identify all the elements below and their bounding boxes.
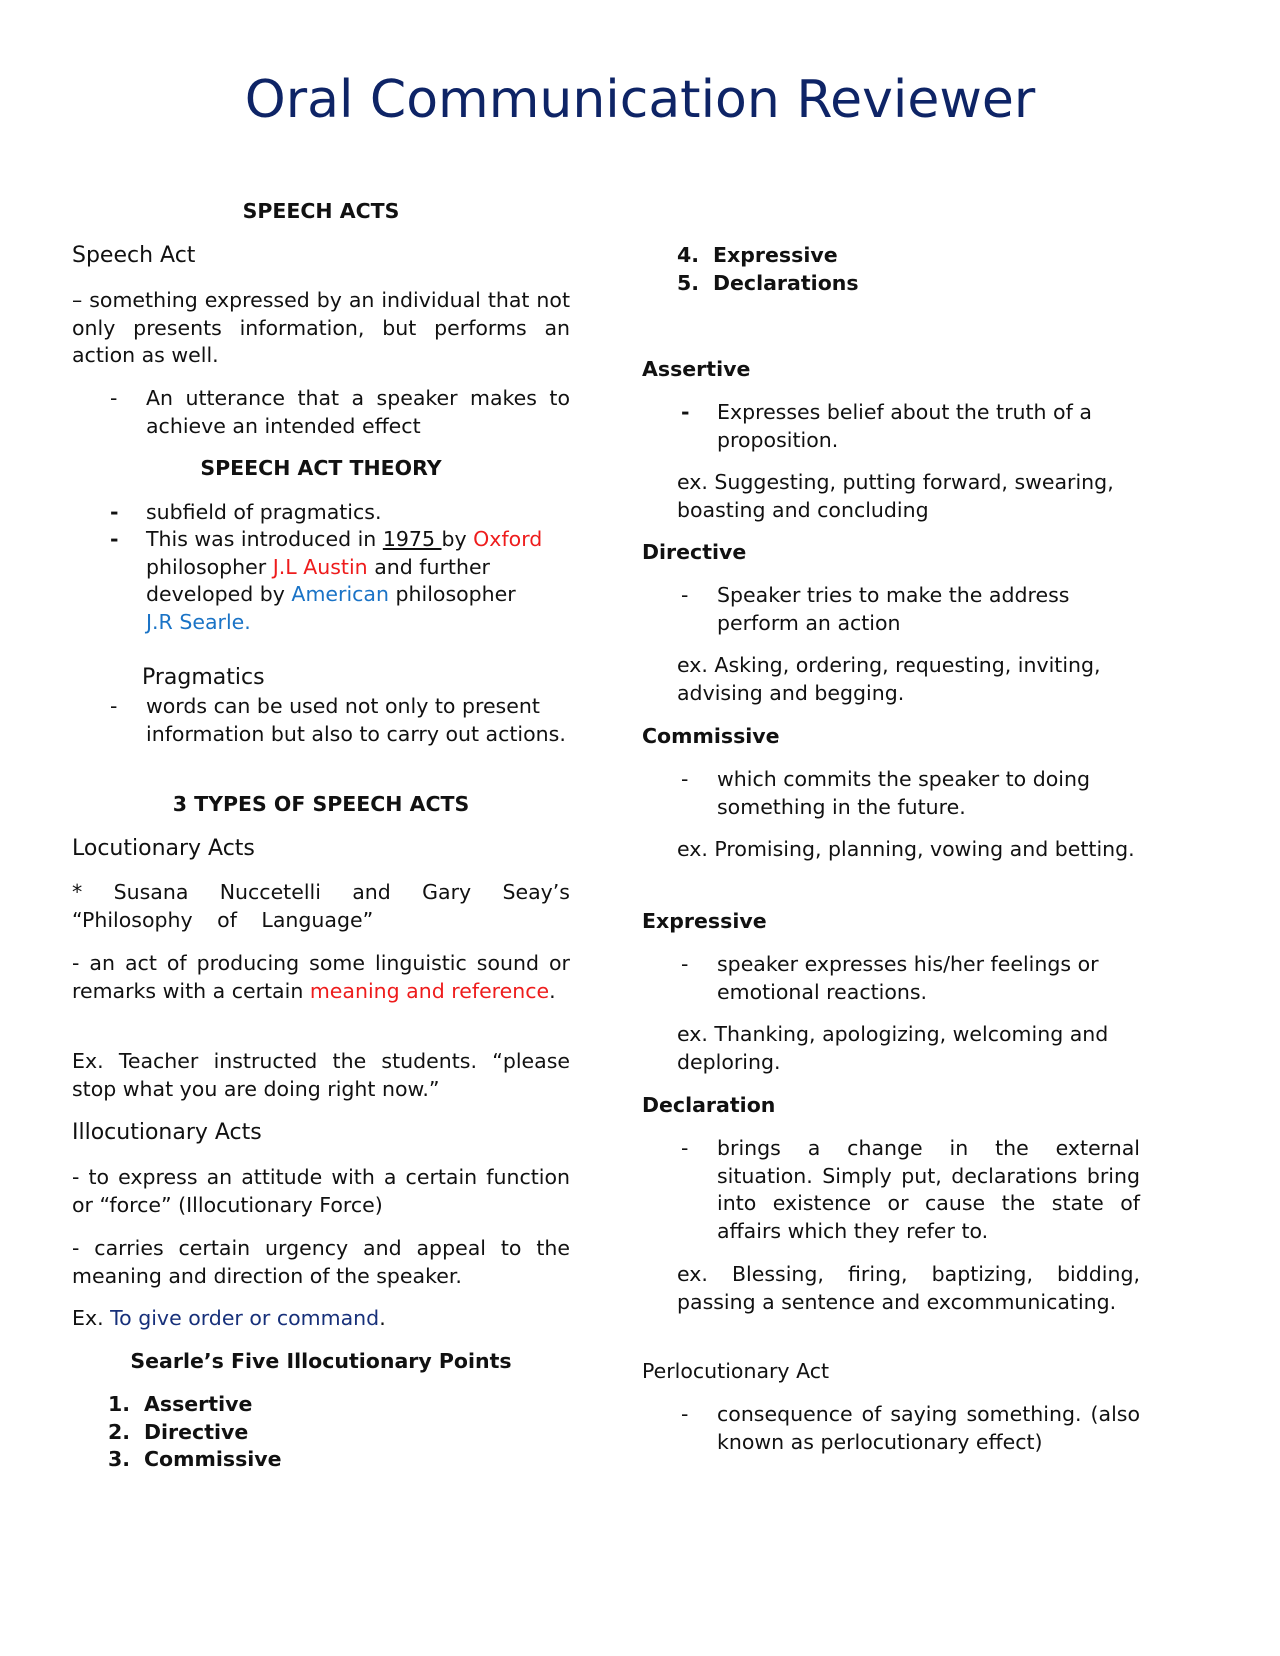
section-heading: Commissive — [642, 724, 780, 748]
bullet-text: Speaker tries to make the address perform an action — [717, 583, 1070, 635]
meaning-reference: meaning and reference — [309, 978, 550, 1003]
speech-act-bullet — [106, 385, 570, 440]
perlocutionary-bullet — [677, 1401, 1140, 1456]
oxford: Oxford — [473, 527, 543, 551]
section-example: ex. Asking, ordering, requesting, inviting, advising and begging. — [677, 653, 1101, 705]
list-item — [108, 1419, 282, 1447]
text: . — [379, 1306, 386, 1330]
number: 1. — [108, 1392, 131, 1416]
order-command: To give order or command — [110, 1306, 380, 1330]
text: This was introduced in — [146, 527, 383, 551]
locutionary-example: Ex. Teacher instructed the students. “please stop what you are doing right now.” — [72, 1049, 570, 1101]
locutionary-label: Locutionary Acts — [72, 836, 255, 861]
section-heading: Declaration — [642, 1093, 776, 1117]
label: Expressive — [713, 243, 838, 267]
illocutionary-label: Illocutionary Acts — [72, 1120, 262, 1145]
list-item — [108, 1391, 282, 1419]
theory-heading: SPEECH ACT THEORY — [200, 456, 442, 480]
text: Ex. — [72, 1306, 111, 1330]
dash: - — [681, 583, 689, 607]
bullet-text: which commits the speaker to doing something in the future. — [717, 767, 1090, 819]
list-item — [677, 242, 859, 270]
label: Assertive — [144, 1392, 253, 1416]
text: by — [441, 527, 474, 551]
american: American — [291, 582, 389, 606]
searle-list-2 — [677, 242, 859, 297]
illocutionary-def-1: - to express an attitude with a certain function or “force” (Illocutionary Force) — [72, 1165, 570, 1217]
text: and further developed by — [146, 554, 490, 606]
bullet-text — [146, 526, 570, 636]
text: philosopher — [146, 554, 273, 579]
bullet-text: subfield of pragmatics. — [146, 500, 382, 524]
dash: - — [681, 952, 689, 976]
pragmatics-label: Pragmatics — [142, 665, 265, 690]
dash: - — [110, 694, 118, 718]
speech-acts-heading: SPEECH ACTS — [242, 199, 400, 223]
text: philosopher — [388, 582, 516, 606]
label: Declarations — [713, 270, 859, 295]
pragmatics-bullet — [106, 693, 570, 748]
dash: - — [110, 500, 119, 524]
speech-act-label: Speech Act — [72, 243, 196, 268]
dash: - — [110, 527, 119, 551]
searle-heading: Searle’s Five Illocutionary Points — [130, 1349, 512, 1373]
section-heading: Assertive — [642, 357, 751, 381]
dash: - — [681, 767, 689, 791]
bullet-text: speaker expresses his/her feelings or emotional reactions. — [717, 952, 1099, 1004]
section-bullet — [677, 951, 1140, 1006]
searle-list-1 — [108, 1391, 282, 1474]
section-example: ex. Thanking, apologizing, welcoming and deploring. — [677, 1022, 1109, 1074]
bullet-text: Expresses belief about the truth of a proposition. — [717, 400, 1092, 452]
dash: - — [681, 1136, 689, 1160]
dash: - — [681, 1402, 689, 1426]
bullet-text: consequence of saying something. (also known as perlocutionary effect) — [717, 1402, 1140, 1454]
text: - an act of producing some linguistic sound or remarks with a certain — [72, 951, 570, 1003]
number: 5. — [677, 270, 700, 295]
section-bullet — [677, 1135, 1140, 1245]
year: 1975 — [382, 527, 442, 551]
bullet-text: brings a change in the external situation. Simply put, declarations bring into existence or cause the state of affairs which they refer to. — [717, 1136, 1140, 1243]
dash: - — [681, 400, 690, 424]
theory-bullet-2 — [106, 526, 570, 636]
number: 4. — [677, 243, 700, 267]
perlocutionary-label: Perlocutionary Act — [642, 1359, 830, 1383]
bullet-text: words can be used not only to present information but also to carry out actions. — [146, 694, 566, 746]
section-bullet — [677, 399, 1140, 454]
section-example: ex. Promising, planning, vowing and betting. — [677, 837, 1135, 861]
dash: - — [110, 386, 118, 410]
text: . — [549, 978, 556, 1003]
searle: J.R Searle. — [146, 609, 251, 634]
theory-bullet-1 — [106, 499, 570, 527]
bullet-text: An utterance that a speaker makes to achieve an intended effect — [146, 386, 570, 438]
number: 3. — [108, 1447, 131, 1471]
illocutionary-def-2: - carries certain urgency and appeal to the meaning and direction of the speaker. — [72, 1236, 570, 1288]
list-item — [108, 1446, 282, 1474]
label: Directive — [144, 1419, 249, 1444]
section-heading: Directive — [642, 540, 747, 564]
section-bullet — [677, 766, 1140, 821]
illocutionary-example — [72, 1305, 570, 1333]
speech-act-definition: – something expressed by an individual that not only presents information, but performs an action as well. — [72, 288, 570, 367]
section-example: ex. Blessing, firing, baptizing, bidding, passing a sentence and excommunicating. — [677, 1262, 1140, 1314]
label: Commissive — [144, 1447, 282, 1471]
austin: J.L Austin — [272, 554, 368, 579]
section-bullet — [677, 582, 1140, 637]
section-heading: Expressive — [642, 909, 767, 933]
locutionary-definition — [72, 950, 570, 1005]
section-example: ex. Suggesting, putting forward, swearing, boasting and concluding — [677, 470, 1114, 522]
page-title: Oral Communication Reviewer — [244, 70, 1036, 130]
number: 2. — [108, 1419, 131, 1444]
list-item — [677, 270, 859, 298]
locutionary-source: * Susana Nuccetelli and Gary Seay’s “Philosophy of Language” — [72, 880, 570, 932]
types-heading: 3 TYPES OF SPEECH ACTS — [172, 792, 470, 816]
